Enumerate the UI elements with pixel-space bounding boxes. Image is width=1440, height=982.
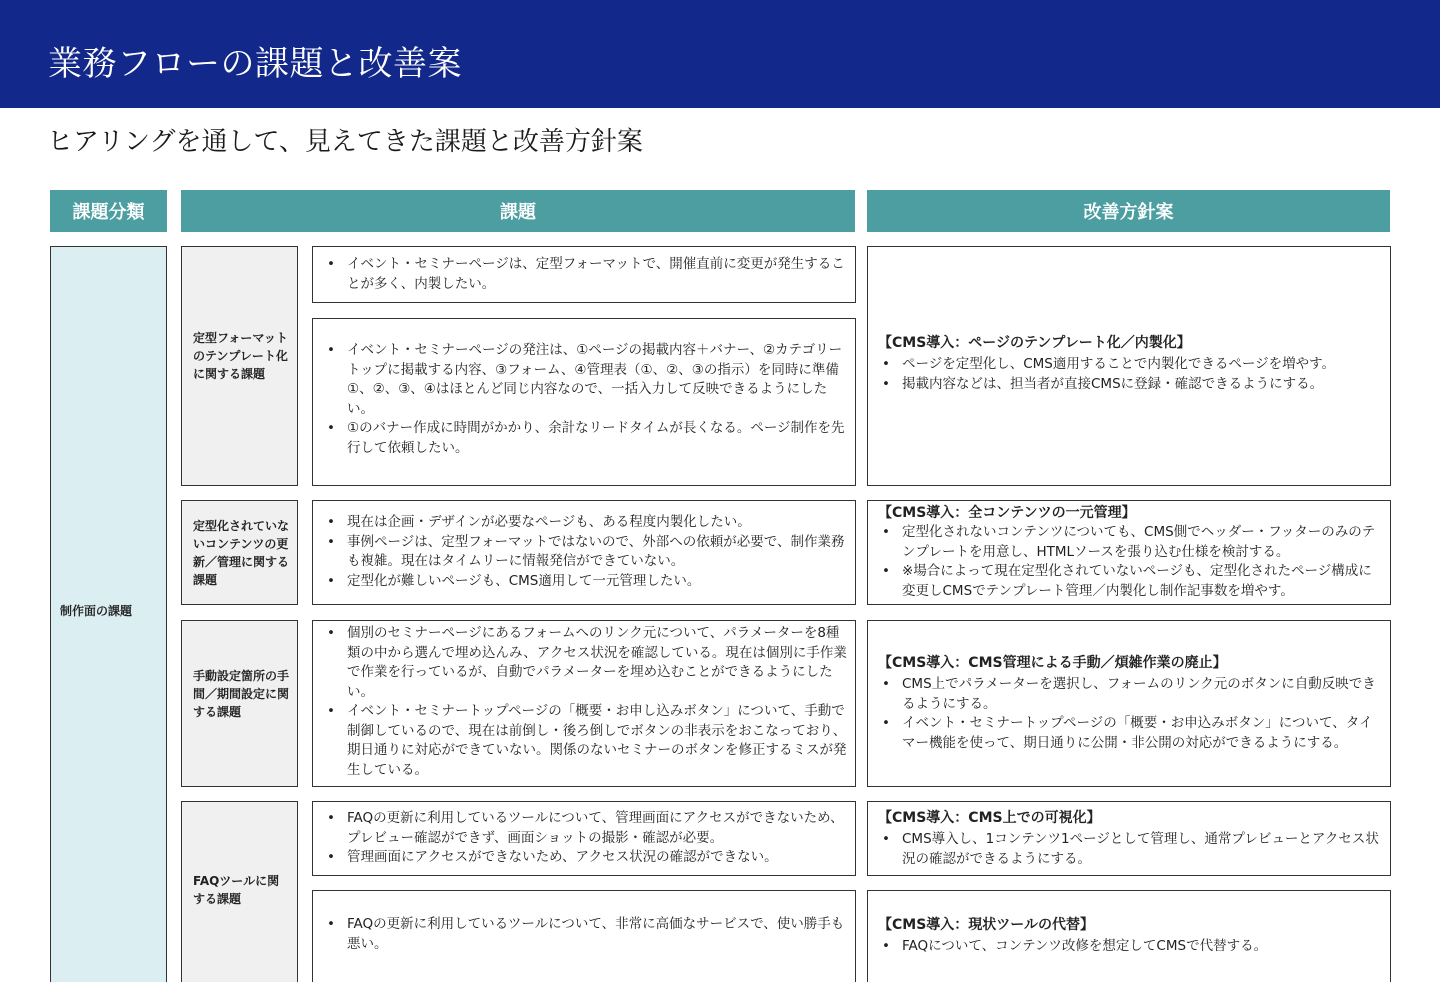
plan-item: • CMS導入し、1コンテンツ1ページとして管理し、通常プレビューとアクセス状況の確認ができるようにする。 — [878, 830, 1382, 869]
issue-item: • FAQの更新に利用しているツールについて、非常に高価なサービスで、使い勝手も悪い。 — [323, 915, 847, 954]
plan-item: • 定型化されないコンテンツについても、CMS側でヘッダー・フッターのみのテンプレートを用意し、HTMLソースを張り込む仕様を検討する。 — [878, 523, 1382, 562]
issue-cell — [312, 801, 856, 876]
plan-note: • ※場合によって現在定型化されていないページも、定型化されたページ構成に変更しCMSでテンプレート管理／内製化し制作記事数を増やす。 — [878, 562, 1382, 601]
category-label: 定型化されていないコンテンツの更新／管理に関する課題 — [193, 519, 290, 587]
issue-cell — [312, 890, 856, 982]
issue-item: • ①のバナー作成に時間がかかり、余計なリードタイムが長くなる。ページ制作を先行して依頼したい。 — [323, 419, 847, 458]
issue-item: • 定型化が難しいページも、CMS適用して一元管理したい。 — [323, 572, 847, 592]
plan-heading: 【CMS導入：CMS管理による手動／煩雑作業の廃止】 — [878, 655, 1227, 671]
main-category-cell — [50, 246, 167, 982]
plan-cell — [867, 620, 1391, 787]
plan-heading: 【CMS導入：現状ツールの代替】 — [878, 917, 1095, 933]
plan-cell — [867, 801, 1391, 876]
category-cell — [181, 500, 298, 605]
issue-cell — [312, 500, 856, 605]
plan-item: • ページを定型化し、CMS適用することで内製化できるページを増やす。 — [878, 355, 1382, 375]
header-category: 課題分類 — [50, 190, 167, 232]
plan-item: • イベント・セミナートップページの「概要・お申込みボタン」について、タイマー機能を使って、期日通りに公開・非公開の対応ができるようにする。 — [878, 714, 1382, 753]
category-cell — [181, 246, 298, 486]
issue-item: • イベント・セミナーページの発注は、①ページの掲載内容＋バナー、②カテゴリートップに掲載する内容、③フォーム、④管理表（①、②、③の指示）を同時に準備①、②、③、④はほとんど同じ内容なので、一括入力して反映できるようにしたい。 — [323, 341, 847, 419]
category-label: FAQツールに関する課題 — [193, 874, 280, 906]
header-plan: 改善方針案 — [867, 190, 1390, 232]
page-title: 業務フローの課題と改善案 — [48, 44, 462, 84]
issue-item: • 事例ページは、定型フォーマットではないので、外部への依頼が必要で、制作業務も複雑。現在はタイムリーに情報発信ができていない。 — [323, 533, 847, 572]
issue-item: • イベント・セミナーページは、定型フォーマットで、開催直前に変更が発生することが多く、内製したい。 — [323, 255, 847, 294]
category-cell — [181, 801, 298, 982]
plan-heading: 【CMS導入：ページのテンプレート化／内製化】 — [878, 335, 1191, 351]
plan-cell — [867, 890, 1391, 982]
plan-cell — [867, 246, 1391, 486]
plan-heading: 【CMS導入：CMS上での可視化】 — [878, 810, 1101, 826]
issue-cell — [312, 620, 856, 787]
plan-cell — [867, 500, 1391, 605]
plan-item: • 掲載内容などは、担当者が直接CMSに登録・確認できるようにする。 — [878, 375, 1382, 395]
category-label: 定型フォーマットのテンプレート化に関する課題 — [193, 331, 288, 381]
category-cell — [181, 620, 298, 787]
issue-cell — [312, 246, 856, 303]
issue-item: • イベント・セミナートップページの「概要・お申し込みボタン」について、手動で制御しているので、現在は前倒し・後ろ倒しでボタンの非表示をおこなっており、期日通りに対応ができていない。関係のないセミナーのボタンを修正するミスが発生している。 — [323, 702, 847, 780]
issue-item: • 個別のセミナーページにあるフォームへのリンク元について、パラメーターを8種類の中から選んで埋め込んみ、アクセス状況を確認している。現在は個別に手作業で作業を行っているが、自動でパラメーターを埋め込むことができるようにしたい。 — [323, 624, 847, 702]
header-issue: 課題 — [181, 190, 855, 232]
main-category-label: 制作面の課題 — [60, 604, 133, 618]
issue-item: • 管理画面にアクセスができないため、アクセス状況の確認ができない。 — [323, 848, 847, 868]
plan-heading: 【CMS導入：全コンテンツの一元管理】 — [878, 505, 1136, 521]
plan-item: • CMS上でパラメーターを選択し、フォームのリンク元のボタンに自動反映できるようにする。 — [878, 675, 1382, 714]
issue-item: • FAQの更新に利用しているツールについて、管理画面にアクセスができないため、プレビュー確認ができず、画面ショットの撮影・確認が必要。 — [323, 809, 847, 848]
page-subtitle: ヒアリングを通して、見えてきた課題と改善方針案 — [47, 127, 643, 157]
title-bar — [0, 0, 1440, 108]
issue-cell — [312, 318, 856, 486]
category-label: 手動設定箇所の手間／期間設定に関する課題 — [193, 669, 290, 719]
plan-item: • FAQについて、コンテンツ改修を想定してCMSで代替する。 — [878, 937, 1382, 957]
issue-item: • 現在は企画・デザインが必要なページも、ある程度内製化したい。 — [323, 513, 847, 533]
